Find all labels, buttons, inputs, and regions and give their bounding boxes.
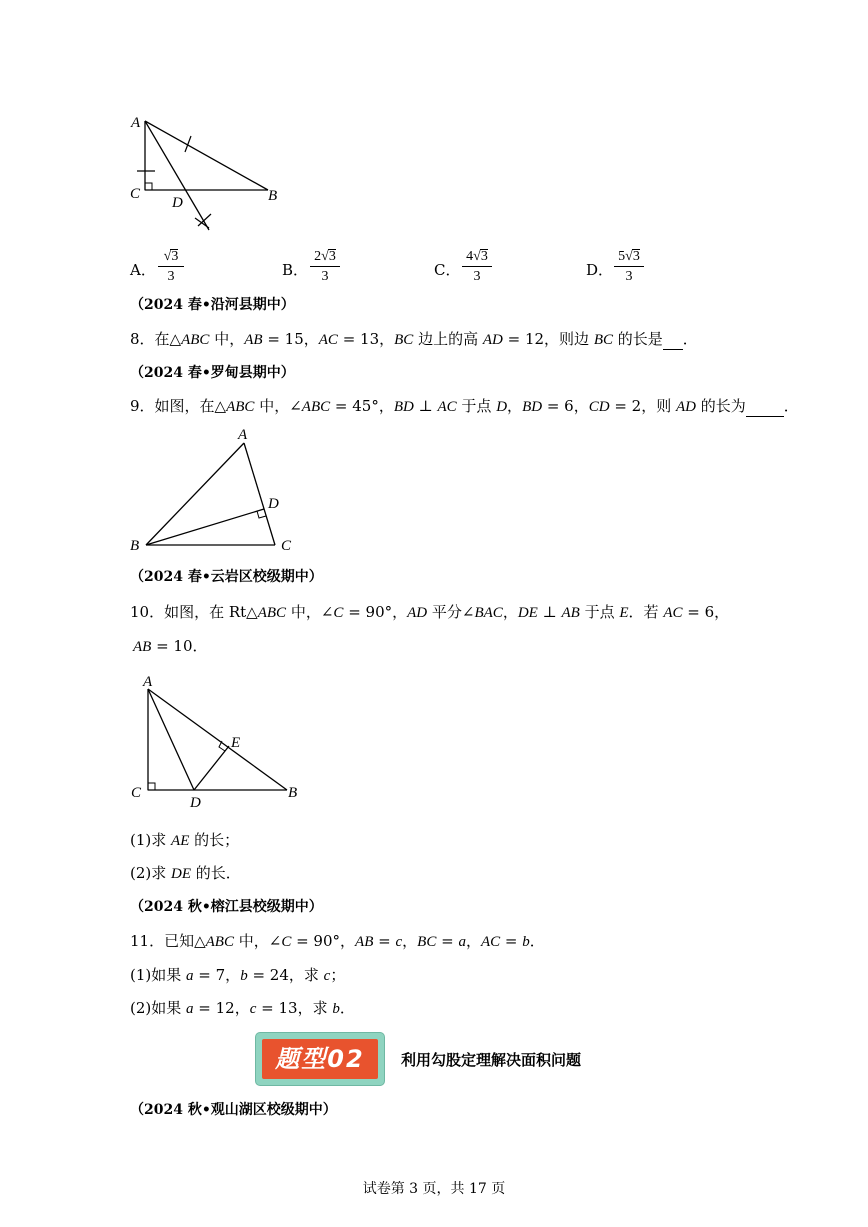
segment-ad-extended (145, 121, 209, 230)
q11-text: 11．已知△ABC 中，∠C = 90°，AB = c，BC = a，AC = b． (130, 932, 545, 950)
option-c-root: 3 (480, 249, 488, 264)
segment-ac (244, 443, 275, 545)
option-b-den: 3 (321, 269, 329, 284)
option-a-label: A． (130, 261, 156, 279)
option-b-label: B． (282, 261, 309, 279)
option-d-label: D． (586, 261, 614, 279)
option-c-den: 3 (473, 269, 481, 284)
q11-source: （2024 秋•榕江县校级期中） (130, 899, 323, 915)
q10-sub2: (2)求 DE 的长． (130, 864, 241, 882)
q10-source: （2024 春•云岩区校级期中） (130, 569, 323, 585)
label-b: B (288, 785, 298, 801)
q11-sub2: (2)如果 a = 12，c = 13，求 b． (130, 999, 355, 1017)
figure-q7-triangle (125, 108, 295, 238)
label-c: C (281, 538, 292, 554)
q8-text: 8．在△ABC 中，AB = 15，AC = 13，BC 边上的高 AD = 12，则边 BC 的长是 ． (130, 330, 698, 348)
figure-q9-triangle (125, 425, 305, 560)
q9-answer-blank[interactable] (746, 400, 784, 417)
q8-source: （2024 春•沿河县期中） (130, 297, 295, 313)
q9-source: （2024 春•罗甸县期中） (130, 365, 295, 381)
label-a: A (238, 427, 248, 443)
segment-ab (148, 689, 287, 790)
section-badge-label: 题型02 (262, 1039, 378, 1079)
option-b-root: 3 (328, 249, 336, 264)
section-title: 利用勾股定理解决面积问题 (401, 1051, 582, 1069)
label-a: A (131, 115, 141, 131)
q10-text-line2: AB = 10． (133, 637, 208, 655)
figure-q10-triangle (125, 668, 315, 813)
label-d: D (190, 795, 201, 811)
right-angle-mark-c (148, 783, 155, 790)
last-source: （2024 秋•观山湖区校级期中） (130, 1102, 337, 1118)
label-b: B (268, 188, 278, 204)
label-b: B (130, 538, 140, 554)
label-c: C (130, 186, 141, 202)
segment-ad (148, 689, 194, 790)
q9-text: 9．如图，在△ABC 中，∠ABC = 45°，BD ⊥ AC 于点 D，BD = 6，CD = 2，则 AD 的长为 ． (130, 397, 799, 415)
q10-text-line1: 10．如图，在 Rt△ABC 中，∠C = 90°，AD 平分∠BAC，DE ⊥ AB 于点 E．若 AC = 6， (130, 603, 730, 621)
segment-de (194, 746, 229, 790)
q11-sub1: (1)如果 a = 7，b = 24，求 c； (130, 966, 346, 984)
label-a: A (143, 674, 153, 690)
option-d-root: 3 (632, 249, 640, 264)
label-d: D (268, 496, 279, 512)
label-e: E (231, 735, 241, 751)
segment-ab (145, 121, 268, 190)
label-c: C (131, 785, 142, 801)
section-badge (256, 1033, 384, 1085)
q10-sub1: (1)求 AE 的长； (130, 831, 240, 849)
label-d: D (172, 195, 183, 211)
tick-mark-d-2 (195, 218, 209, 228)
option-a-root: 3 (171, 249, 179, 264)
option-c-label: C． (434, 261, 461, 279)
right-angle-mark (145, 183, 152, 190)
option-a-den: 3 (167, 269, 175, 284)
page-footer: 试卷第 3 页，共 17 页 (362, 1181, 506, 1197)
q8-answer-blank[interactable] (663, 333, 683, 350)
option-d-den: 3 (625, 269, 633, 284)
